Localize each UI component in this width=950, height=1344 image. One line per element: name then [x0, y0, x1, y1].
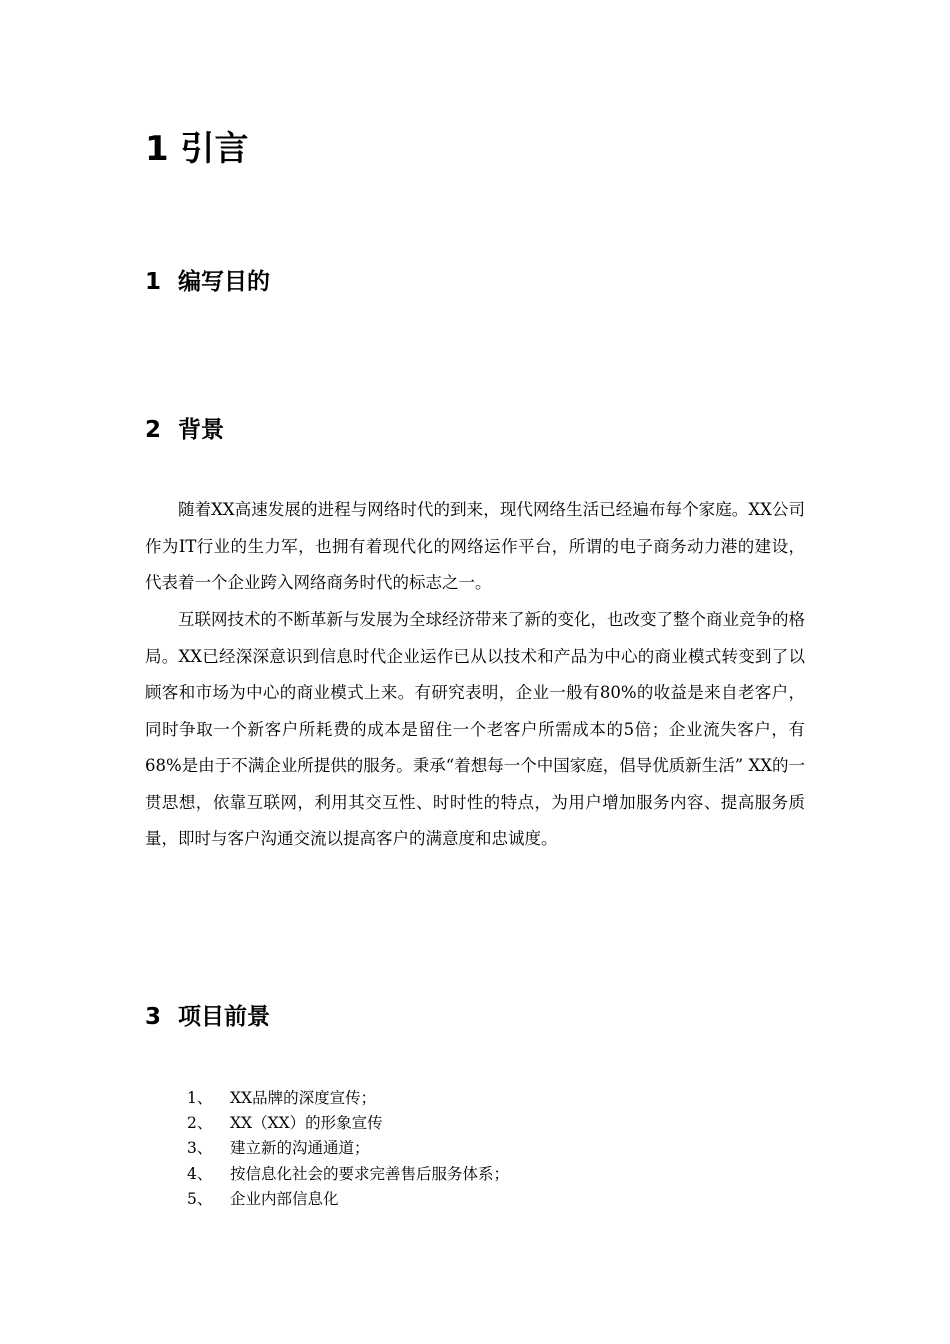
- section-number: 3: [145, 1004, 162, 1030]
- chapter-title: 1 引言: [145, 129, 249, 169]
- prospects-list: [187, 1086, 509, 1212]
- list-item-text: 按信息化社会的要求完善售后服务体系；: [230, 1164, 510, 1183]
- list-item-text: 企业内部信息化: [230, 1189, 339, 1208]
- background-paragraph-1: 随着XX高速发展的进程与网络时代的到来，现代网络生活已经遍布每个家庭。XX公司作为IT行业的生力军，也拥有着现代化的网络运作平台，所谓的电子商务动力港的建设，代表着一个企业跨入网络商务时代的标志之一。: [145, 500, 805, 592]
- section-number: 2: [145, 417, 162, 443]
- list-item: [187, 1187, 509, 1212]
- list-item: [187, 1162, 509, 1187]
- section-heading-purpose: [145, 266, 270, 298]
- section-title: 项目前景: [178, 1004, 270, 1030]
- list-item: [187, 1111, 509, 1136]
- section-number: 1: [145, 269, 162, 295]
- list-item-index: 5、: [187, 1189, 213, 1208]
- list-item-index: 3、: [187, 1139, 213, 1158]
- list-item-index: 1、: [187, 1089, 213, 1107]
- background-paragraph-2: 互联网技术的不断革新与发展为全球经济带来了新的变化，也改变了整个商业竞争的格局。XX已经深深意识到信息时代企业运作已从以技术和产品为中心的商业模式转变到了以顾客和市场为中心的商业模式上来。有研究表明，企业一般有80%的收益是来自老客户，同时争取一个新客户所耗费的成本是留住一个老客户所需成本的5倍；企业流失客户，有68%是由于不满企业所提供的服务。秉承“着想每一个中国家庭，倡导优质新生活” XX的一贯思想，依靠互联网，利用其交互性、时时性的特点，为用户增加服务内容、提高服务质量，即时与客户沟通交流以提高客户的满意度和忠诚度。: [145, 610, 805, 848]
- list-item-text: XX（XX）的形象宣传: [230, 1114, 383, 1133]
- section-heading-background: [145, 414, 224, 446]
- section-title: 编写目的: [178, 269, 270, 295]
- list-item-index: 4、: [187, 1164, 213, 1183]
- section-heading-prospects: [145, 1001, 270, 1033]
- list-item: [187, 1136, 509, 1161]
- list-item-text: 建立新的沟通通道；: [230, 1139, 370, 1158]
- list-item-index: 2、: [187, 1114, 213, 1133]
- list-item-text: XX品牌的深度宣传；: [230, 1089, 377, 1107]
- section-title: 背景: [178, 417, 224, 443]
- list-item: [187, 1086, 509, 1111]
